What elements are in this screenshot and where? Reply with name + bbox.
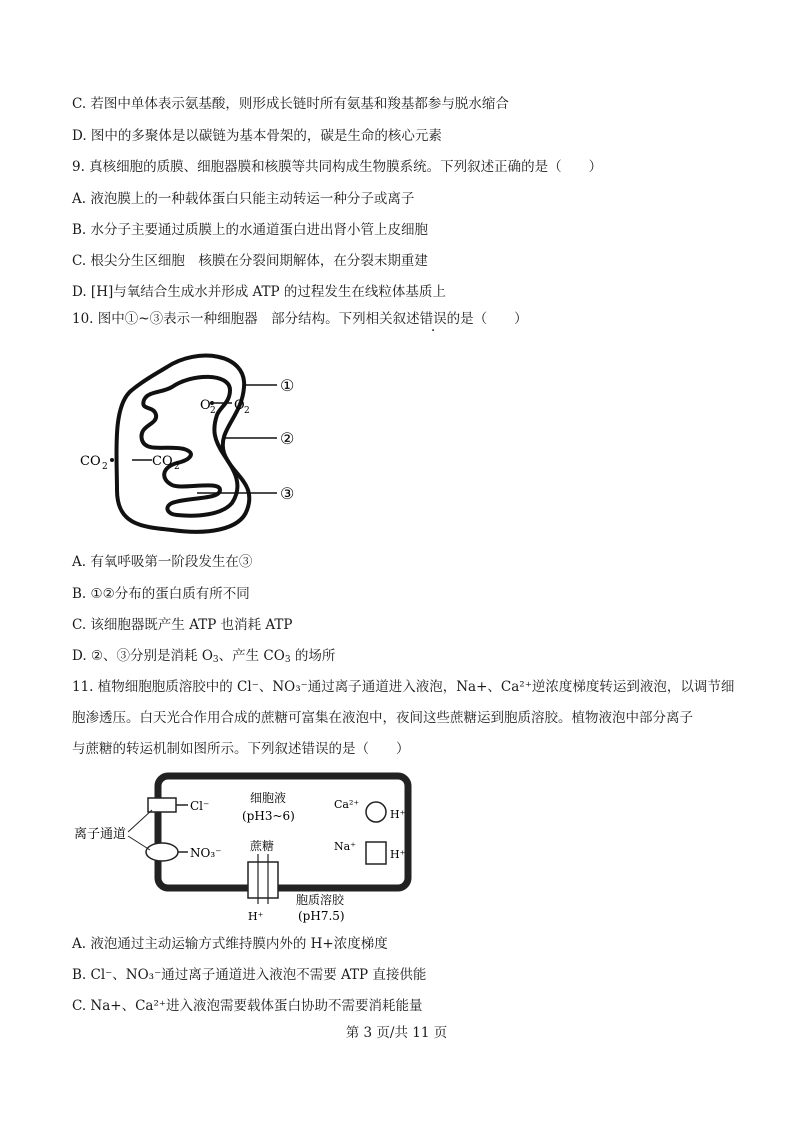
option-9c: C. 根尖分生区细胞 核膜在分裂间期解体，在分裂末期重建	[72, 253, 428, 269]
option-10d-b: 、产生 CO	[218, 648, 285, 664]
option-11a: A. 液泡通过主动运输方式维持膜内外的 H+浓度梯度	[72, 936, 388, 952]
o2-left-sub: 2	[210, 406, 216, 416]
option-9a: A. 液泡膜上的一种载体蛋白只能主动转运一种分子或离子	[72, 191, 415, 207]
option-10a: A. 有氧呼吸第一阶段发生在③	[72, 554, 253, 570]
ca-label: Ca²⁺	[334, 798, 360, 811]
h-label-2: H⁺	[390, 848, 406, 861]
option-8d: D. 图中的多聚体是以碳链为基本骨架的，碳是生命的核心元素	[72, 128, 442, 144]
h-label-1: H⁺	[390, 808, 406, 821]
o2-left: O	[200, 398, 211, 413]
option-8c: C. 若图中单体表示氨基酸，则形成长链时所有氨基和羧基都参与脱水缩合	[72, 96, 509, 112]
option-10d-c: 的场所	[290, 648, 336, 664]
co2-right: CO	[152, 454, 173, 469]
h-label-3: H⁺	[248, 910, 264, 923]
question-10-emphasis: 错误	[419, 311, 447, 327]
option-10c: C. 该细胞器既产生 ATP 也消耗 ATP	[72, 617, 293, 633]
option-11b: B. Cl⁻、NO₃⁻通过离子通道进入液泡不需要 ATP 直接供能	[72, 967, 427, 983]
option-10d-a: D. ②、③分别是消耗 O	[72, 648, 213, 664]
option-9b: B. 水分子主要通过质膜上的水通道蛋白进出肾小管上皮细胞	[72, 222, 429, 238]
ion-channel-label: 离子通道	[74, 827, 127, 842]
sap-title: 细胞液	[250, 791, 287, 805]
option-9d: D. [H]与氧结合生成水并形成 ATP 的过程发生在线粒体基质上	[72, 284, 446, 300]
label-3: ③	[280, 484, 295, 503]
organelle-diagram	[72, 345, 332, 545]
sucrose-label: 蔗糖	[250, 839, 275, 853]
option-10d	[72, 647, 335, 669]
question-9: 9. 真核细胞的质膜、细胞器膜和核膜等共同构成生物膜系统。下列叙述正确的是（ ）	[72, 159, 603, 175]
option-10d-sub2: 3	[284, 655, 291, 665]
label-2: ②	[280, 429, 295, 448]
cytosol-ph: (pH7.5)	[298, 909, 345, 923]
co2-right-sub: 2	[174, 462, 180, 472]
question-11-line1: 11. 植物细胞胞质溶胶中的 Cl⁻、NO₃⁻通过离子通道进入液泡，Na+、Ca²⁺逆浓度梯度转运到液泡，以调节细	[72, 679, 735, 695]
question-11-line3: 与蔗糖的转运机制如图所示。下列叙述错误的是（ ）	[72, 741, 410, 757]
na-label: Na⁺	[334, 840, 356, 853]
vacuole-diagram	[72, 770, 432, 930]
cl-label: Cl⁻	[190, 799, 210, 813]
option-10b: B. ①②分布的蛋白质有所不同	[72, 586, 250, 602]
sap-ph: (pH3~6)	[242, 809, 295, 823]
option-10d-sub1: 3	[212, 655, 219, 665]
co2-left-sub: 2	[102, 462, 108, 472]
question-10-tail: 的是（ ）	[446, 311, 528, 327]
question-10	[72, 310, 528, 328]
cytosol-title: 胞质溶胶	[296, 893, 345, 907]
o2-right: O	[234, 398, 245, 413]
question-10-text: 10. 图中①~③表示一种细胞器 部分结构。下列相关叙述	[72, 311, 420, 327]
co2-left: CO	[80, 454, 101, 469]
no3-label: NO₃⁻	[190, 846, 222, 860]
o2-right-sub: 2	[244, 406, 250, 416]
question-11-line2: 胞渗透压。白天光合作用合成的蔗糖可富集在液泡中，夜间这些蔗糖运到胞质溶胶。植物液泡中部分离子	[72, 710, 693, 726]
page-footer: 第 3 页/共 11 页	[345, 1025, 448, 1041]
option-11c: C. Na+、Ca²⁺进入液泡需要载体蛋白协助不需要消耗能量	[72, 998, 423, 1014]
label-1: ①	[280, 376, 295, 395]
